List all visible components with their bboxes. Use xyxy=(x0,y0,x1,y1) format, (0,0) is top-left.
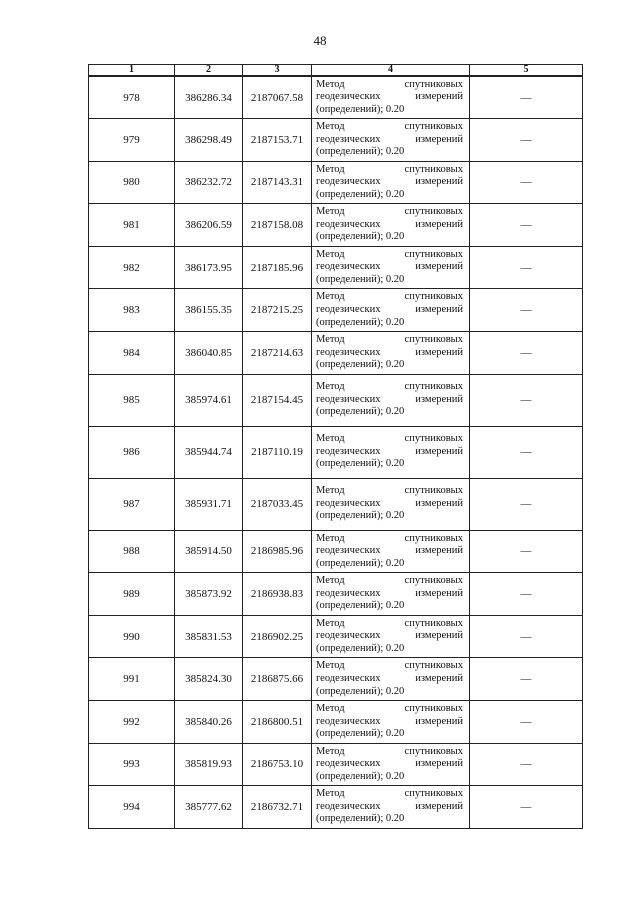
method-line: (определений); 0.20 xyxy=(316,685,405,697)
x-coordinate-cell: 385873.92 xyxy=(175,573,243,616)
table-row xyxy=(89,204,583,247)
page-number: 48 xyxy=(313,33,327,48)
method-line: Метод спутниковых xyxy=(316,532,463,544)
method-line: геодезических измерений xyxy=(316,393,463,405)
point-number-cell: 979 xyxy=(89,119,175,162)
method-line: (определений); 0.20 xyxy=(316,273,405,285)
column-header-3: 3 xyxy=(243,65,312,77)
method-line: (определений); 0.20 xyxy=(316,188,405,200)
method-line: Метод спутниковых xyxy=(316,575,463,587)
method-cell xyxy=(312,246,470,289)
method-line: геодезических измерений xyxy=(316,545,463,557)
point-number-cell: 980 xyxy=(89,161,175,204)
method-cell xyxy=(312,786,470,829)
header-row xyxy=(89,65,583,77)
y-coordinate-cell: 2187033.45 xyxy=(243,478,312,530)
x-coordinate-cell: 386232.72 xyxy=(175,161,243,204)
method-line: (определений); 0.20 xyxy=(316,458,405,470)
method-line: (определений); 0.20 xyxy=(316,231,405,243)
method-line: Метод спутниковых xyxy=(316,433,463,445)
method-line: Метод спутниковых xyxy=(316,333,463,345)
method-line: геодезических измерений xyxy=(316,91,463,103)
x-coordinate-cell: 386206.59 xyxy=(175,204,243,247)
method-line: геодезических измерений xyxy=(316,445,463,457)
point-number-cell: 994 xyxy=(89,786,175,829)
note-cell: — xyxy=(470,374,583,426)
method-line: геодезических измерений xyxy=(316,497,463,509)
coordinates-table xyxy=(88,64,583,829)
note-cell: — xyxy=(470,658,583,701)
method-cell xyxy=(312,76,470,119)
x-coordinate-cell: 386298.49 xyxy=(175,119,243,162)
point-number-cell: 986 xyxy=(89,426,175,478)
point-number-cell: 992 xyxy=(89,701,175,744)
method-line: геодезических измерений xyxy=(316,346,463,358)
method-line: Метод спутниковых xyxy=(316,291,463,303)
point-number-cell: 983 xyxy=(89,289,175,332)
method-cell xyxy=(312,161,470,204)
table-row xyxy=(89,615,583,658)
y-coordinate-cell: 2187153.71 xyxy=(243,119,312,162)
method-line: геодезических измерений xyxy=(316,261,463,273)
method-line: Метод спутниковых xyxy=(316,78,463,90)
x-coordinate-cell: 385777.62 xyxy=(175,786,243,829)
method-line: Метод спутниковых xyxy=(316,485,463,497)
table-row xyxy=(89,786,583,829)
method-line: геодезических измерений xyxy=(316,133,463,145)
method-line: Метод спутниковых xyxy=(316,248,463,260)
y-coordinate-cell: 2186732.71 xyxy=(243,786,312,829)
point-number-cell: 988 xyxy=(89,530,175,573)
table-row xyxy=(89,530,583,573)
y-coordinate-cell: 2187185.96 xyxy=(243,246,312,289)
method-line: геодезических измерений xyxy=(316,630,463,642)
method-line: (определений); 0.20 xyxy=(316,600,405,612)
y-coordinate-cell: 2187215.25 xyxy=(243,289,312,332)
note-cell: — xyxy=(470,530,583,573)
method-line: (определений); 0.20 xyxy=(316,642,405,654)
method-cell xyxy=(312,289,470,332)
method-cell xyxy=(312,658,470,701)
method-line: геодезических измерений xyxy=(316,672,463,684)
y-coordinate-cell: 2186938.83 xyxy=(243,573,312,616)
method-line: геодезических измерений xyxy=(316,218,463,230)
note-cell: — xyxy=(470,76,583,119)
method-cell xyxy=(312,426,470,478)
method-line: (определений); 0.20 xyxy=(316,359,405,371)
method-line: (определений); 0.20 xyxy=(316,770,405,782)
method-line: Метод спутниковых xyxy=(316,206,463,218)
y-coordinate-cell: 2187110.19 xyxy=(243,426,312,478)
x-coordinate-cell: 385824.30 xyxy=(175,658,243,701)
y-coordinate-cell: 2186902.25 xyxy=(243,615,312,658)
y-coordinate-cell: 2187154.45 xyxy=(243,374,312,426)
y-coordinate-cell: 2186753.10 xyxy=(243,743,312,786)
method-cell xyxy=(312,743,470,786)
column-header-4: 4 xyxy=(312,65,470,77)
note-cell: — xyxy=(470,246,583,289)
method-line: геодезических измерений xyxy=(316,715,463,727)
method-cell xyxy=(312,573,470,616)
note-cell: — xyxy=(470,204,583,247)
x-coordinate-cell: 386155.35 xyxy=(175,289,243,332)
note-cell: — xyxy=(470,161,583,204)
note-cell: — xyxy=(470,426,583,478)
x-coordinate-cell: 385974.61 xyxy=(175,374,243,426)
x-coordinate-cell: 385931.71 xyxy=(175,478,243,530)
y-coordinate-cell: 2186875.66 xyxy=(243,658,312,701)
y-coordinate-cell: 2187143.31 xyxy=(243,161,312,204)
table-row xyxy=(89,161,583,204)
method-cell xyxy=(312,374,470,426)
method-cell xyxy=(312,615,470,658)
x-coordinate-cell: 386173.95 xyxy=(175,246,243,289)
point-number-cell: 978 xyxy=(89,76,175,119)
method-cell xyxy=(312,332,470,375)
table-row xyxy=(89,76,583,119)
x-coordinate-cell: 385819.93 xyxy=(175,743,243,786)
method-line: Метод спутниковых xyxy=(316,121,463,132)
method-line: (определений); 0.20 xyxy=(316,728,405,740)
point-number-cell: 991 xyxy=(89,658,175,701)
note-cell: — xyxy=(470,332,583,375)
note-cell: — xyxy=(470,786,583,829)
table-row xyxy=(89,289,583,332)
method-line: геодезических измерений xyxy=(316,303,463,315)
method-line: (определений); 0.20 xyxy=(316,510,405,522)
method-line: Метод спутниковых xyxy=(316,788,463,800)
table-row xyxy=(89,573,583,616)
table-row xyxy=(89,478,583,530)
note-cell: — xyxy=(470,615,583,658)
point-number-cell: 984 xyxy=(89,332,175,375)
y-coordinate-cell: 2187067.58 xyxy=(243,76,312,119)
table-row xyxy=(89,374,583,426)
y-coordinate-cell: 2186800.51 xyxy=(243,701,312,744)
note-cell: — xyxy=(470,289,583,332)
method-cell xyxy=(312,478,470,530)
table-row xyxy=(89,119,583,162)
point-number-cell: 981 xyxy=(89,204,175,247)
x-coordinate-cell: 385914.50 xyxy=(175,530,243,573)
note-cell: — xyxy=(470,119,583,162)
note-cell: — xyxy=(470,701,583,744)
table-row xyxy=(89,701,583,744)
note-cell: — xyxy=(470,478,583,530)
point-number-cell: 985 xyxy=(89,374,175,426)
x-coordinate-cell: 386286.34 xyxy=(175,76,243,119)
x-coordinate-cell: 385944.74 xyxy=(175,426,243,478)
table-row xyxy=(89,332,583,375)
method-line: (определений); 0.20 xyxy=(316,146,405,158)
note-cell: — xyxy=(470,743,583,786)
method-line: Метод спутниковых xyxy=(316,660,463,672)
method-line: геодезических измерений xyxy=(316,758,463,770)
method-cell xyxy=(312,530,470,573)
method-line: Метод спутниковых xyxy=(316,381,463,393)
y-coordinate-cell: 2187158.08 xyxy=(243,204,312,247)
method-line: Метод спутниковых xyxy=(316,617,463,629)
column-header-2: 2 xyxy=(175,65,243,77)
method-line: Метод спутниковых xyxy=(316,745,463,757)
method-line: (определений); 0.20 xyxy=(316,316,405,328)
table-row xyxy=(89,743,583,786)
point-number-cell: 987 xyxy=(89,478,175,530)
x-coordinate-cell: 385840.26 xyxy=(175,701,243,744)
y-coordinate-cell: 2186985.96 xyxy=(243,530,312,573)
method-line: (определений); 0.20 xyxy=(316,557,405,569)
table-body xyxy=(89,76,583,828)
column-header-5: 5 xyxy=(470,65,583,77)
method-line: геодезических измерений xyxy=(316,176,463,188)
point-number-cell: 990 xyxy=(89,615,175,658)
method-line: (определений); 0.20 xyxy=(316,406,405,418)
method-line: геодезических измерений xyxy=(316,587,463,599)
method-line: геодезических измерений xyxy=(316,800,463,812)
table-row xyxy=(89,426,583,478)
y-coordinate-cell: 2187214.63 xyxy=(243,332,312,375)
table-row xyxy=(89,658,583,701)
method-cell xyxy=(312,119,470,162)
column-header-1: 1 xyxy=(89,65,175,77)
table-row xyxy=(89,246,583,289)
method-line: (определений); 0.20 xyxy=(316,103,405,115)
method-cell xyxy=(312,701,470,744)
point-number-cell: 993 xyxy=(89,743,175,786)
method-line: Метод спутниковых xyxy=(316,163,463,175)
method-line: Метод спутниковых xyxy=(316,702,463,714)
note-cell: — xyxy=(470,573,583,616)
point-number-cell: 982 xyxy=(89,246,175,289)
table-header xyxy=(89,65,583,77)
x-coordinate-cell: 386040.85 xyxy=(175,332,243,375)
method-line: (определений); 0.20 xyxy=(316,813,405,825)
point-number-cell: 989 xyxy=(89,573,175,616)
x-coordinate-cell: 385831.53 xyxy=(175,615,243,658)
method-cell xyxy=(312,204,470,247)
